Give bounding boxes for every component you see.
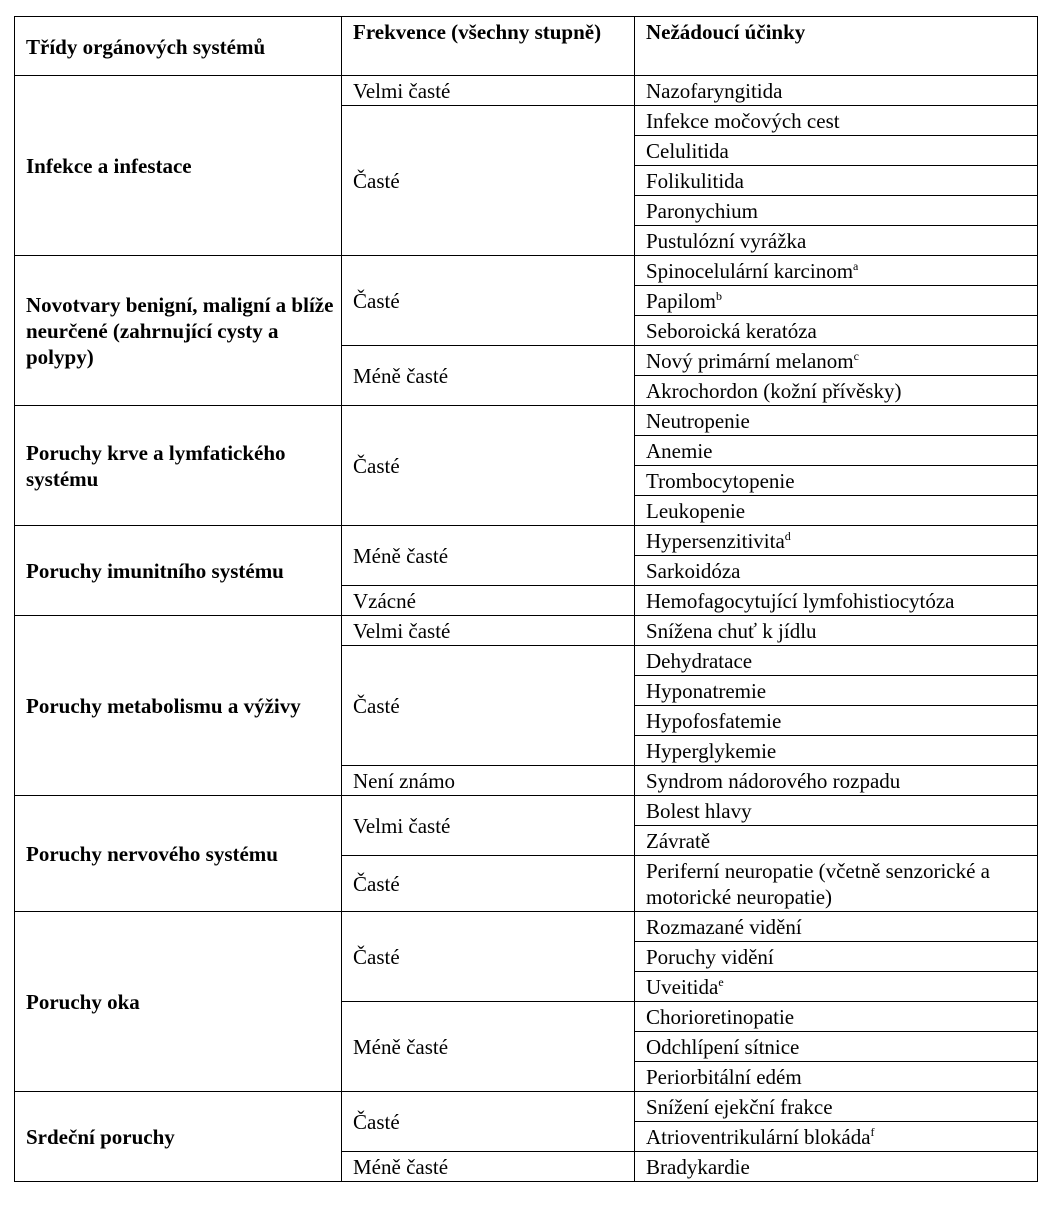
table-row bbox=[15, 912, 1038, 942]
adverse-reaction-text: Rozmazané vidění bbox=[646, 914, 802, 939]
adverse-reaction-text: Bolest hlavy bbox=[646, 798, 752, 823]
adverse-reaction-cell bbox=[635, 972, 1038, 1002]
frequency-cell: Velmi časté bbox=[342, 796, 635, 856]
adverse-reaction-cell bbox=[635, 586, 1038, 616]
frequency-cell: Velmi časté bbox=[342, 616, 635, 646]
table-row bbox=[15, 76, 1038, 106]
adverse-reaction-text: Infekce močových cest bbox=[646, 108, 840, 133]
adverse-reaction-text: Periferní neuropatie (včetně senzorické a motorické neuropatie) bbox=[646, 858, 990, 909]
adverse-reaction-text: Hypofosfatemie bbox=[646, 708, 782, 733]
adverse-reaction-text: Papilom bbox=[646, 288, 717, 313]
adverse-reaction-cell bbox=[635, 1002, 1038, 1032]
adverse-reaction-text: Odchlípení sítnice bbox=[646, 1034, 800, 1059]
header-row bbox=[15, 17, 1038, 76]
adverse-reaction-text: Syndrom nádorového rozpadu bbox=[646, 768, 901, 793]
frequency-cell: Časté bbox=[342, 646, 635, 766]
adverse-reaction-cell bbox=[635, 1062, 1038, 1092]
adverse-reaction-cell bbox=[635, 826, 1038, 856]
table-row bbox=[15, 406, 1038, 436]
adverse-reaction-cell bbox=[635, 496, 1038, 526]
adverse-reaction-text: Uveitida bbox=[646, 974, 719, 999]
adverse-reaction-text: Snížena chuť k jídlu bbox=[646, 618, 817, 643]
adverse-reaction-cell bbox=[635, 286, 1038, 316]
adverse-reaction-text: Celulitida bbox=[646, 138, 729, 163]
adverse-reaction-cell bbox=[635, 912, 1038, 942]
adverse-reaction-text: Seboroická keratóza bbox=[646, 318, 817, 343]
frequency-cell: Časté bbox=[342, 406, 635, 526]
header-soc: Třídy orgánových systémů bbox=[15, 17, 342, 76]
organ-system-cell: Infekce a infestace bbox=[15, 76, 342, 256]
organ-system-cell: Poruchy imunitního systému bbox=[15, 526, 342, 616]
frequency-cell: Není známo bbox=[342, 766, 635, 796]
frequency-cell: Velmi časté bbox=[342, 76, 635, 106]
adverse-reaction-cell bbox=[635, 1122, 1038, 1152]
organ-system-cell: Poruchy krve a lymfatického systému bbox=[15, 406, 342, 526]
adverse-reaction-text: Hemofagocytující lymfohistiocytóza bbox=[646, 588, 955, 613]
adverse-reaction-cell bbox=[635, 346, 1038, 376]
adverse-reaction-cell bbox=[635, 256, 1038, 286]
frequency-cell: Časté bbox=[342, 256, 635, 346]
footnote-marker: a bbox=[853, 258, 859, 273]
adverse-reaction-cell bbox=[635, 166, 1038, 196]
adverse-reaction-cell bbox=[635, 646, 1038, 676]
adverse-reaction-text: Anemie bbox=[646, 438, 713, 463]
adverse-reaction-text: Akrochordon (kožní přívěsky) bbox=[646, 378, 902, 403]
adverse-reaction-text: Hyponatremie bbox=[646, 678, 767, 703]
adverse-reaction-cell bbox=[635, 1092, 1038, 1122]
adverse-reaction-cell bbox=[635, 942, 1038, 972]
adverse-reaction-cell bbox=[635, 106, 1038, 136]
frequency-cell: Méně časté bbox=[342, 346, 635, 406]
adverse-reaction-text: Trombocytopenie bbox=[646, 468, 795, 493]
adverse-reaction-cell bbox=[635, 616, 1038, 646]
adverse-reaction-cell bbox=[635, 376, 1038, 406]
adverse-reaction-cell bbox=[635, 466, 1038, 496]
adverse-reaction-cell bbox=[635, 136, 1038, 166]
frequency-cell: Časté bbox=[342, 1092, 635, 1152]
adverse-reaction-text: Pustulózní vyrážka bbox=[646, 228, 807, 253]
adverse-reaction-text: Periorbitální edém bbox=[646, 1064, 802, 1089]
organ-system-cell: Poruchy nervového systému bbox=[15, 796, 342, 912]
adverse-reaction-text: Závratě bbox=[646, 828, 711, 853]
adverse-reaction-cell bbox=[635, 856, 1038, 912]
adverse-reaction-cell bbox=[635, 736, 1038, 766]
organ-system-cell: Srdeční poruchy bbox=[15, 1092, 342, 1182]
adverse-reaction-cell bbox=[635, 196, 1038, 226]
adverse-reaction-text: Neutropenie bbox=[646, 408, 750, 433]
adverse-reaction-text: Bradykardie bbox=[646, 1154, 750, 1179]
adverse-reaction-cell bbox=[635, 706, 1038, 736]
frequency-cell: Časté bbox=[342, 106, 635, 256]
adverse-reaction-text: Atrioventrikulární blokáda bbox=[646, 1124, 871, 1149]
adverse-reaction-text: Folikulitida bbox=[646, 168, 745, 193]
header-adverse-reactions: Nežádoucí účinky bbox=[635, 17, 1038, 76]
adverse-reaction-cell bbox=[635, 766, 1038, 796]
table-row bbox=[15, 256, 1038, 286]
adverse-reaction-text: Leukopenie bbox=[646, 498, 746, 523]
adverse-reaction-cell bbox=[635, 76, 1038, 106]
adverse-reaction-cell bbox=[635, 1032, 1038, 1062]
adverse-reaction-text: Snížení ejekční frakce bbox=[646, 1094, 833, 1119]
adverse-reaction-cell bbox=[635, 406, 1038, 436]
table-body bbox=[15, 17, 1038, 1182]
table-row bbox=[15, 526, 1038, 556]
frequency-cell: Časté bbox=[342, 912, 635, 1002]
footnote-marker: f bbox=[870, 1124, 875, 1139]
adverse-reaction-text: Chorioretinopatie bbox=[646, 1004, 795, 1029]
adverse-reaction-cell bbox=[635, 316, 1038, 346]
adverse-reaction-cell bbox=[635, 1152, 1038, 1182]
footnote-marker: c bbox=[853, 348, 859, 363]
organ-system-cell: Poruchy metabolismu a výživy bbox=[15, 616, 342, 796]
header-frequency: Frekvence (všechny stupně) bbox=[342, 17, 635, 76]
table-row bbox=[15, 616, 1038, 646]
footnote-marker: e bbox=[718, 974, 724, 989]
adverse-reaction-text: Dehydratace bbox=[646, 648, 753, 673]
frequency-cell: Méně časté bbox=[342, 1002, 635, 1092]
organ-system-cell: Poruchy oka bbox=[15, 912, 342, 1092]
adverse-reaction-text: Sarkoidóza bbox=[646, 558, 741, 583]
footnote-marker: b bbox=[716, 288, 723, 303]
adverse-reaction-cell bbox=[635, 436, 1038, 466]
table-row bbox=[15, 1092, 1038, 1122]
frequency-cell: Vzácné bbox=[342, 586, 635, 616]
frequency-cell: Méně časté bbox=[342, 1152, 635, 1182]
adverse-reaction-cell bbox=[635, 526, 1038, 556]
adverse-reaction-text: Hypersenzitivita bbox=[646, 528, 785, 553]
adverse-reaction-text: Nový primární melanom bbox=[646, 348, 854, 373]
adverse-reaction-cell bbox=[635, 226, 1038, 256]
footnote-marker: d bbox=[784, 528, 791, 543]
organ-system-cell: Novotvary benigní, maligní a blíže neurčené (zahrnující cysty a polypy) bbox=[15, 256, 342, 406]
adverse-reaction-cell bbox=[635, 556, 1038, 586]
frequency-cell: Méně časté bbox=[342, 526, 635, 586]
adverse-reaction-text: Hyperglykemie bbox=[646, 738, 777, 763]
adverse-reaction-text: Nazofaryngitida bbox=[646, 78, 783, 103]
adverse-reaction-text: Paronychium bbox=[646, 198, 758, 223]
frequency-cell: Časté bbox=[342, 856, 635, 912]
adverse-reaction-text: Spinocelulární karcinom bbox=[646, 258, 854, 283]
adverse-reactions-table bbox=[14, 16, 1038, 1182]
adverse-reaction-cell bbox=[635, 796, 1038, 826]
adverse-reaction-text: Poruchy vidění bbox=[646, 944, 774, 969]
table-row bbox=[15, 796, 1038, 826]
adverse-reaction-cell bbox=[635, 676, 1038, 706]
